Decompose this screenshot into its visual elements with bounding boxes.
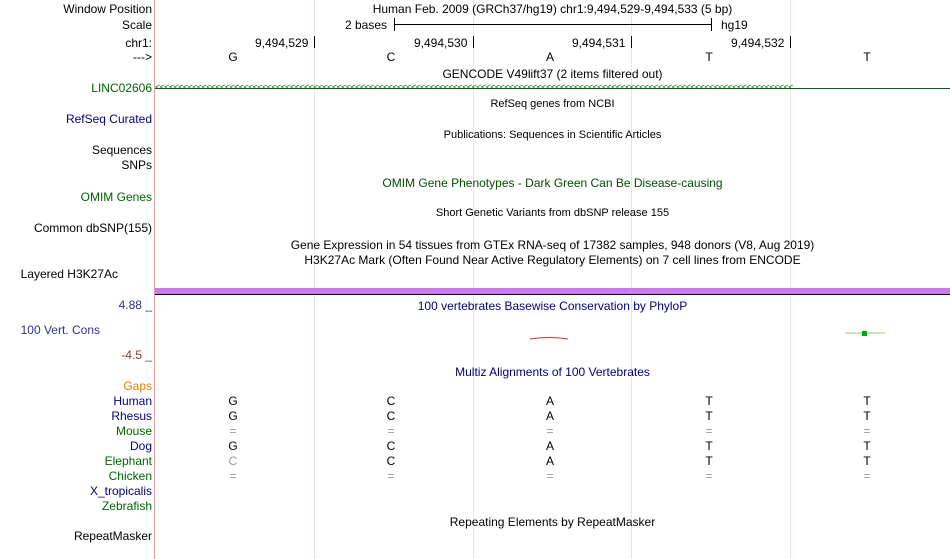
scale-bar: [394, 24, 711, 25]
species-label-dog[interactable]: Dog: [129, 439, 152, 453]
alignment-base: A: [545, 454, 554, 468]
ref-base: C: [386, 50, 396, 64]
scale-bar-right: [711, 18, 712, 31]
phylop-track-title[interactable]: 100 vertebrates Basewise Conservation by PhyloP: [417, 299, 688, 313]
db-name: hg19: [721, 18, 748, 32]
refseq-label[interactable]: RefSeq Curated: [65, 112, 152, 126]
alignment-base: T: [705, 409, 713, 423]
alignment-base: C: [228, 454, 238, 468]
strand-label[interactable]: --->: [133, 50, 152, 64]
omim-track-title[interactable]: OMIM Gene Phenotypes - Dark Green Can Be Disease-causing: [382, 176, 723, 190]
alignment-base: C: [386, 454, 396, 468]
alignment-base: G: [228, 439, 238, 453]
alignment-base: A: [545, 394, 554, 408]
ref-base: T: [863, 50, 871, 64]
alignment-base: =: [546, 424, 554, 438]
scale-text: 2 bases: [345, 18, 388, 32]
alignment-base: T: [863, 454, 871, 468]
publications-label-snps[interactable]: SNPs: [121, 158, 152, 172]
phylop-negative-mark: [530, 338, 568, 340]
alignment-base: C: [386, 409, 396, 423]
position-tick: [314, 36, 315, 48]
position-tick: [631, 36, 632, 48]
species-label-human[interactable]: Human: [113, 394, 152, 408]
scale-label[interactable]: Scale: [121, 18, 152, 32]
gene-label[interactable]: LINC02606: [91, 81, 152, 95]
ref-base: G: [228, 50, 238, 64]
ref-base: A: [545, 50, 554, 64]
dbsnp-label[interactable]: Common dbSNP(155): [33, 221, 152, 235]
alignment-base: G: [228, 409, 238, 423]
repeatmasker-label[interactable]: RepeatMasker: [73, 529, 152, 543]
refseq-track-title[interactable]: RefSeq genes from NCBI: [490, 98, 615, 110]
alignment-base: C: [386, 394, 396, 408]
h3k27ac-track-title[interactable]: H3K27Ac Mark (Often Found Near Active Regulatory Elements) on 7 cell lines from ENCODE: [304, 253, 801, 267]
publications-track-title[interactable]: Publications: Sequences in Scientific Articles: [443, 129, 662, 141]
position-label: 9,494,531: [572, 36, 626, 50]
repeatmasker-track-title[interactable]: Repeating Elements by RepeatMasker: [449, 515, 656, 529]
chrom-label[interactable]: chr1:: [125, 36, 152, 50]
position-label: 9,494,529: [255, 36, 309, 50]
phylop-min-value: -4.5 _: [121, 348, 152, 362]
alignment-base: T: [705, 439, 713, 453]
phylop-label[interactable]: 100 Vert. Cons: [20, 323, 100, 337]
h3k27ac-baseline: [155, 294, 950, 295]
position-label: 9,494,530: [414, 36, 468, 50]
alignment-base: =: [705, 424, 713, 438]
alignment-base: =: [863, 469, 871, 483]
dbsnp-track-title[interactable]: Short Genetic Variants from dbSNP release 155: [435, 207, 670, 219]
alignment-base: =: [546, 469, 554, 483]
species-label-chicken[interactable]: Chicken: [108, 469, 152, 483]
species-label-rhesus[interactable]: Rhesus: [111, 409, 152, 423]
alignment-base: T: [863, 409, 871, 423]
h3k27ac-label[interactable]: Layered H3K27Ac: [20, 267, 118, 281]
gene-strand-arrows[interactable]: <<<<<<<<<<<<<<<<<<<<<<<<<<<<<<<<<<<<<<<<<<<<<<<<<<<<<<<<<<<<<<<<<<<<<<<<<<<<<<<<<<<<<<<<<<<<<<<<<<<<<<<<<<<<<<<<<<<<<<<<<<<<<<<<<<<<<<<<<: [155, 82, 793, 92]
alignment-base: =: [387, 469, 395, 483]
alignment-base: G: [228, 394, 238, 408]
gtex-track-title[interactable]: Gene Expression in 54 tissues from GTEx RNA-seq of 17382 samples, 948 donors (V8, Aug 2019): [290, 238, 815, 252]
alignment-base: =: [863, 424, 871, 438]
phylop-max-value: 4.88 _: [118, 298, 152, 312]
alignment-base: T: [705, 454, 713, 468]
alignment-base: =: [387, 424, 395, 438]
species-label-elephant[interactable]: Elephant: [104, 454, 152, 468]
species-label-xtropicalis[interactable]: X_tropicalis: [89, 484, 152, 498]
alignment-base: C: [386, 439, 396, 453]
assembly-position: Human Feb. 2009 (GRCh37/hg19) chr1:9,494,529-9,494,533 (5 bp): [372, 2, 733, 16]
ref-base: T: [705, 50, 713, 64]
alignment-base: T: [705, 394, 713, 408]
phylop-graph[interactable]: [155, 320, 950, 350]
species-label-zebrafish[interactable]: Zebrafish: [101, 499, 152, 513]
gencode-track-title[interactable]: GENCODE V49lift37 (2 items filtered out): [442, 67, 663, 81]
alignment-base: T: [863, 394, 871, 408]
position-tick: [790, 36, 791, 48]
window-position-label[interactable]: Window Position: [63, 2, 152, 16]
species-label-mouse[interactable]: Mouse: [115, 424, 152, 438]
omim-label[interactable]: OMIM Genes: [80, 190, 152, 204]
publications-label-sequences[interactable]: Sequences: [91, 143, 152, 157]
alignment-base: A: [545, 439, 554, 453]
position-tick: [473, 36, 474, 48]
multiz-track-title[interactable]: Multiz Alignments of 100 Vertebrates: [455, 365, 650, 379]
gaps-label[interactable]: Gaps: [123, 379, 152, 393]
alignment-base: =: [705, 469, 713, 483]
position-label: 9,494,532: [731, 36, 785, 50]
alignment-base: =: [229, 469, 237, 483]
phylop-positive-mark: [862, 331, 867, 336]
alignment-base: A: [545, 409, 554, 423]
alignment-base: T: [863, 439, 871, 453]
alignment-base: =: [229, 424, 237, 438]
